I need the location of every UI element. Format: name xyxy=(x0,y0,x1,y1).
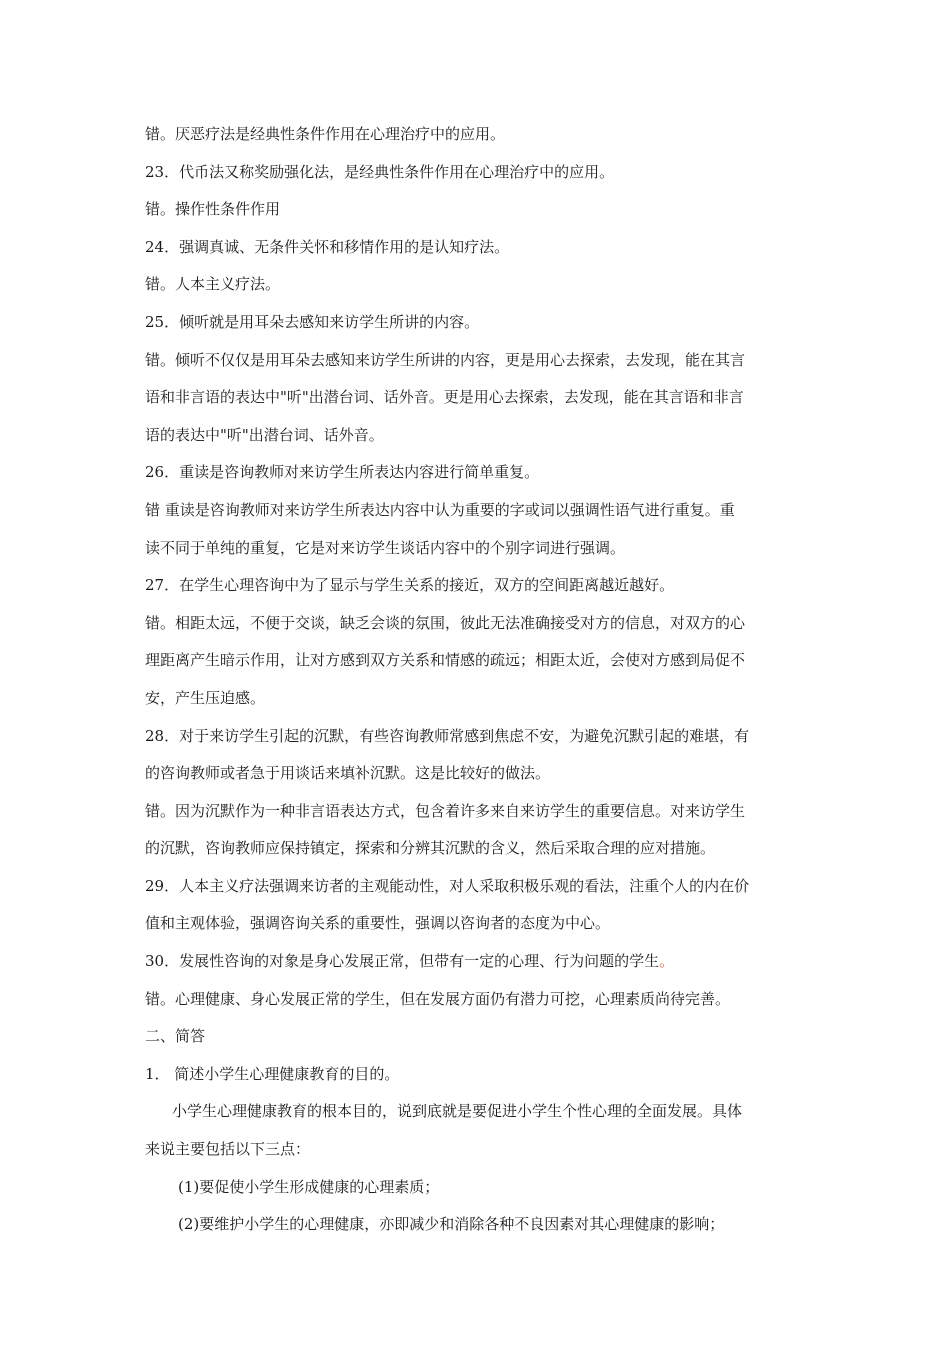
answer-line: 读不同于单纯的重复，它是对来访学生谈话内容中的个别字词进行强调。 xyxy=(145,538,626,557)
question-28: 28．对于来访学生引起的沉默，有些咨询教师常感到焦虑不安，为避免沉默引起的难堪，有 xyxy=(145,726,750,745)
answer-line: 错。厌恶疗法是经典性条件作用在心理治疗中的应用。 xyxy=(145,125,506,143)
question-25: 25．倾听就是用耳朵去感知来访学生所讲的内容。 xyxy=(145,312,480,331)
answer-paragraph-cont: 来说主要包括以下三点： xyxy=(145,1140,311,1159)
list-item: (1)要促使小学生形成健康的心理素质； xyxy=(178,1177,440,1196)
answer-line: 错。心理健康、身心发展正常的学生，但在发展方面仍有潜力可挖，心理素质尚待完善。 xyxy=(145,989,731,1008)
answer-line: 理距离产生暗示作用，让对方感到双方关系和情感的疏远；相距太近，会使对方感到局促不 xyxy=(145,651,746,670)
question-26: 26．重读是咨询教师对来访学生所表达内容进行简单重复。 xyxy=(145,463,540,482)
question-27: 27．在学生心理咨询中为了显示与学生关系的接近，双方的空间距离越近越好。 xyxy=(145,576,675,595)
answer-line: 的沉默，咨询教师应保持镇定，探索和分辨其沉默的含义，然后采取合理的应对措施。 xyxy=(145,839,716,858)
answer-line: 错。人本主义疗法。 xyxy=(145,275,281,294)
question-23: 23．代币法又称奖励强化法，是经典性条件作用在心理治疗中的应用。 xyxy=(145,162,615,181)
answer-line: 错。倾听不仅仅是用耳朵去感知来访学生所讲的内容，更是用心去探索，去发现，能在其言 xyxy=(145,350,746,369)
list-item: (2)要维护小学生的心理健康，亦即减少和消除各种不良因素对其心理健康的影响； xyxy=(178,1215,725,1234)
section-heading: 二、简答 xyxy=(145,1027,206,1046)
question-29-cont: 值和主观体验，强调咨询关系的重要性，强调以咨询者的态度为中心。 xyxy=(145,914,611,933)
answer-line: 错。因为沉默作为一种非言语表达方式，包含着许多来自来访学生的重要信息。对来访学生 xyxy=(145,801,746,820)
question-28-cont: 的咨询教师或者急于用谈话来填补沉默。这是比较好的做法。 xyxy=(145,764,551,783)
question-24: 24．强调真诚、无条件关怀和移情作用的是认知疗法。 xyxy=(145,237,510,256)
short-answer-question-1: 1． 简述小学生心理健康教育的目的。 xyxy=(145,1064,400,1083)
question-30 xyxy=(145,947,813,985)
question-29: 29．人本主义疗法强调来访者的主观能动性，对人采取积极乐观的看法，注重个人的内在价 xyxy=(145,876,750,895)
answer-line: 错。操作性条件作用 xyxy=(145,200,281,219)
answer-line: 错 重读是咨询教师对来访学生所表达内容中认为重要的字或词以强调性语气进行重复。重 xyxy=(145,500,735,519)
answer-line: 语的表达中"听"出潜台词、话外音。 xyxy=(145,425,384,444)
answer-paragraph: 小学生心理健康教育的根本目的，说到底就是要促进小学生个性心理的全面发展。具体 xyxy=(172,1102,743,1121)
answer-line: 错。相距太远，不便于交谈，缺乏会谈的氛围，彼此无法准确接受对方的信息，对双方的心 xyxy=(145,613,746,632)
answer-line: 语和非言语的表达中"听"出潜台词、话外音。更是用心去探索，去发现，能在其言语和非言 xyxy=(145,388,744,407)
question-30-text: 30．发展性咨询的对象是身心发展正常，但带有一定的心理、行为问题的学生 xyxy=(145,952,660,971)
document-body xyxy=(145,120,813,1248)
answer-line: 安，产生压迫感。 xyxy=(145,688,266,707)
red-period-mark: 。 xyxy=(659,952,675,971)
